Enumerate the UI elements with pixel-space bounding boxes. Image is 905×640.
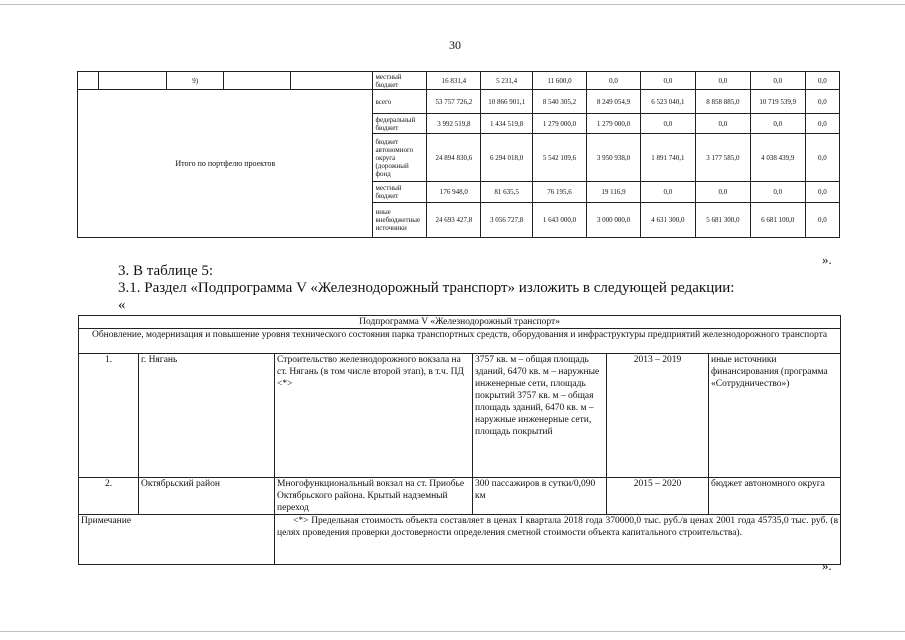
section-heading: 3. В таблице 5: (118, 263, 214, 279)
table-cell: 3 950 938,0 (587, 134, 641, 182)
note-label: Примечание (79, 515, 275, 565)
row-object: Многофункциональный вокзал на ст. Приобье Октябрьского района. Крытый надземный переход (275, 478, 473, 515)
table-cell: 176 948,0 (427, 182, 481, 203)
section-instruction: 3.1. Раздел «Подпрограмма V «Железнодорожный транспорт» изложить в следующей редакции: (118, 280, 735, 296)
subprogram-table (78, 315, 841, 565)
table-cell: 1 279 000,0 (587, 114, 641, 134)
table-cell: 1 643 000,0 (533, 203, 587, 238)
table-cell: 0,0 (695, 182, 750, 203)
table-cell: 11 600,0 (533, 72, 587, 90)
table-cell: 0,0 (640, 182, 695, 203)
closing-quote-2: ». (822, 558, 832, 573)
table-cell: 9) (167, 72, 224, 90)
table-cell: 8 249 054,9 (587, 90, 641, 114)
table-cell: 0,0 (640, 114, 695, 134)
table-cell: 0,0 (805, 114, 839, 134)
table-row (79, 478, 841, 515)
table-cell: 8 540 305,2 (533, 90, 587, 114)
opening-quote: « (118, 297, 126, 313)
table-cell (290, 72, 373, 90)
table-row (78, 72, 840, 90)
subprogram-subtitle: Обновление, модернизация и повышение уровня технического состояния парка транспортных средств, оборудования и инфраструктуры предприятий железнодорожного транспорта (79, 329, 841, 354)
row-label: всего (373, 90, 427, 114)
table-cell: 0,0 (805, 134, 839, 182)
table-cell: 0,0 (805, 90, 839, 114)
row-label: иные внебюджетные источники (373, 203, 427, 238)
table-cell: 0,0 (750, 114, 805, 134)
table-row (79, 329, 841, 354)
table-cell: 4 038 439,9 (750, 134, 805, 182)
table-cell: 76 195,6 (533, 182, 587, 203)
table-cell: 3 000 000,0 (587, 203, 641, 238)
row-years: 2013 – 2019 (607, 354, 709, 478)
table-cell: 1 279 000,0 (533, 114, 587, 134)
subprogram-title: Подпрограмма V «Железнодорожный транспорт» (79, 316, 841, 329)
page-number: 30 (449, 38, 461, 52)
table-cell: 0,0 (750, 72, 805, 90)
table-cell: 1 891 740,1 (640, 134, 695, 182)
table-cell: 5 542 109,6 (533, 134, 587, 182)
row-number: 2. (79, 478, 139, 515)
table-cell: 0,0 (640, 72, 695, 90)
table-cell: 53 757 726,2 (427, 90, 481, 114)
table-cell: 8 858 885,0 (695, 90, 750, 114)
row-source: бюджет автономного округа (709, 478, 841, 515)
table-cell: 81 635,5 (481, 182, 533, 203)
table-cell: 5 231,4 (481, 72, 533, 90)
table-cell: 24 894 830,6 (427, 134, 481, 182)
table-cell: 0,0 (805, 182, 839, 203)
table-cell: 1 434 519,8 (481, 114, 533, 134)
row-capacity: 3757 кв. м – общая площадь зданий, 6470 кв. м – наружные инженерные сети, площадь покрытий 3757 кв. м – общая площадь зданий, 6470 кв. м – наружные инженерные сети, площадь покрытий (473, 354, 607, 478)
table-cell (78, 72, 99, 90)
table-cell: 19 116,9 (587, 182, 641, 203)
note-text: <*> Предельная стоимость объекта составляет в ценах I квартала 2018 года 370000,0 тыс. руб./в ценах 2001 года 45735,0 тыс. руб. (в целях проведения проверки достоверности определения сметной стоимости объекта капитального строительства). (275, 515, 841, 565)
table-cell: 0,0 (805, 72, 839, 90)
table-cell: 0,0 (587, 72, 641, 90)
table-cell: 3 056 727,8 (481, 203, 533, 238)
table-cell: 3 992 519,8 (427, 114, 481, 134)
row-label: местный бюджет (373, 182, 427, 203)
group-label: Итого по портфелю проектов (78, 90, 373, 238)
table-row (79, 515, 841, 565)
table-cell: 3 177 585,0 (695, 134, 750, 182)
closing-quote: ». (822, 252, 832, 267)
table-cell: 0,0 (805, 203, 839, 238)
row-capacity: 300 пассажиров в сутки/0,090 км (473, 478, 607, 515)
portfolio-totals-table (77, 71, 840, 238)
row-years: 2015 – 2020 (607, 478, 709, 515)
table-cell: 0,0 (750, 182, 805, 203)
table-cell: 6 681 100,0 (750, 203, 805, 238)
row-source: иные источники финансирования (программа «Сотрудничество») (709, 354, 841, 478)
table-cell: 4 631 300,0 (640, 203, 695, 238)
table-cell: 6 294 018,0 (481, 134, 533, 182)
table-cell: 0,0 (695, 114, 750, 134)
table-cell: 10 866 901,1 (481, 90, 533, 114)
row-label: федеральный бюджет (373, 114, 427, 134)
table-cell: местный бюджет (373, 72, 427, 90)
table-cell: 10 719 539,9 (750, 90, 805, 114)
table-cell: 16 831,4 (427, 72, 481, 90)
row-label: бюджет автономного округа (дорожный фонд (373, 134, 427, 182)
table-row (79, 316, 841, 329)
table-cell: 6 523 040,1 (640, 90, 695, 114)
row-number: 1. (79, 354, 139, 478)
row-place: г. Нягань (139, 354, 275, 478)
table-cell: 24 693 427,8 (427, 203, 481, 238)
table-cell: 5 681 300,0 (695, 203, 750, 238)
bottom-scan-edge (0, 631, 905, 632)
table-row (78, 90, 840, 114)
row-place: Октябрьский район (139, 478, 275, 515)
top-scan-edge (0, 4, 905, 5)
table-cell: 0,0 (695, 72, 750, 90)
table-cell (98, 72, 166, 90)
table-row (79, 354, 841, 478)
table-cell (224, 72, 290, 90)
row-object: Строительство железнодорожного вокзала на ст. Нягань (в том числе второй этап), в т.ч. ПД <*> (275, 354, 473, 478)
